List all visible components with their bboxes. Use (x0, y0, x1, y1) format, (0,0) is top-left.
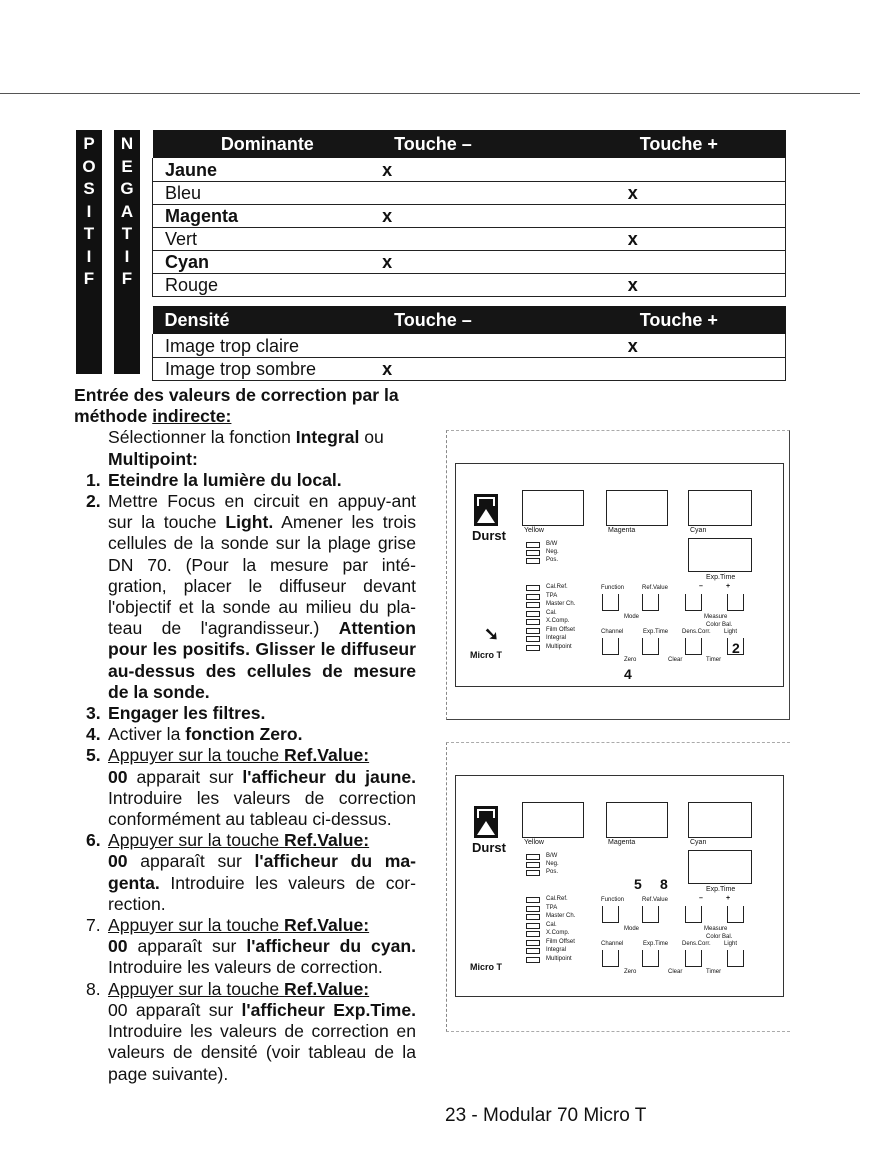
function-label: TPA (546, 592, 558, 599)
magenta-display (606, 802, 668, 838)
callout-5: 5 (634, 876, 642, 892)
step-2: 2. Mettre Focus en circuit en appuy-ant sur la touche Light. Amener les trois cellules de la sonde sur la plage grise DN 70. (Pour la mesure par inté-gration, placer le diffuseur devant l'objectif et la sonde au milieu du pla-teau de l'agrandisseur.) Attention pour les positifs. Glisser le diffuseur au-dessus des cellules de mesure de la sonde. (86, 491, 416, 702)
function-key[interactable] (602, 594, 619, 611)
arrow-icon: ➘ (484, 624, 500, 644)
table-row: Cyan x (153, 250, 786, 273)
zero-bracket-label: Zero (624, 657, 637, 663)
bar-letter: T (121, 224, 133, 243)
channel-key[interactable] (602, 950, 619, 967)
control-panel-2 (455, 775, 784, 997)
brand-label: Durst (472, 840, 506, 855)
plus-label: + (726, 895, 731, 902)
control-panel-1 (455, 463, 784, 687)
exptime-label: Exp.Time (706, 574, 736, 581)
denscorr-label: Dens.Corr. (682, 629, 711, 635)
function-label: TPA (546, 904, 558, 911)
refvalue-key[interactable] (642, 594, 659, 611)
mode-label: B/W (546, 541, 558, 547)
durst-logo-icon (474, 494, 498, 526)
minus-label: – (699, 895, 703, 902)
bar-letter: T (83, 224, 95, 243)
colorbal-label: Color Bal. (706, 934, 733, 940)
denscorr-label: Dens.Corr. (682, 941, 711, 947)
col-touche-minus: Touche – (382, 130, 628, 158)
denscorr-key[interactable] (685, 638, 702, 655)
function-indicator (526, 906, 540, 912)
function-indicator (526, 940, 540, 946)
yellow-label: Yellow (524, 839, 544, 846)
function-indicator (526, 645, 540, 651)
function-indicator (526, 602, 540, 608)
mode-indicator (526, 854, 540, 860)
mode-indicator (526, 542, 540, 548)
function-key-label: Function (601, 897, 625, 903)
step-7: 7. Appuyer sur la touche Ref.Value: 00 apparaît sur l'afficheur du cyan. Introduire les valeurs de correction. (86, 915, 417, 978)
function-indicator (526, 628, 540, 634)
exptime-display (688, 538, 752, 572)
mode-label: Neg. (546, 861, 559, 867)
plus-key[interactable] (727, 594, 744, 611)
bar-letter: E (121, 156, 133, 176)
page-footer: 23 - Modular 70 Micro T (445, 1105, 647, 1126)
cyan-display (688, 490, 752, 526)
dominante-table (152, 130, 786, 297)
positif-bar (76, 130, 102, 374)
measure-bracket-label: Measure (704, 926, 728, 932)
mode-label: Pos. (546, 557, 559, 563)
clear-bracket-label: Clear (668, 657, 683, 663)
brand-label: Durst (472, 528, 506, 543)
plus-key[interactable] (727, 906, 744, 923)
bar-letter: I (86, 246, 92, 266)
model-label: Micro T (470, 650, 503, 660)
function-indicator (526, 585, 540, 591)
function-label: Cal. (546, 609, 557, 616)
denscorr-key[interactable] (685, 950, 702, 967)
durst-logo-icon (474, 806, 498, 838)
exptime-key[interactable] (642, 950, 659, 967)
light-key[interactable] (727, 950, 744, 967)
exptime-key[interactable] (642, 638, 659, 655)
step-6: 6. Appuyer sur la touche Ref.Value: 00 apparaît sur l'afficheur du ma-genta. Introduire les valeurs de cor-rection. (86, 830, 417, 914)
top-rule (0, 93, 860, 94)
cyan-display (688, 802, 752, 838)
magenta-label: Magenta (608, 527, 636, 534)
mode-bracket-label: Mode (624, 614, 640, 620)
minus-label: – (699, 583, 703, 590)
table-row: Image trop sombre x (153, 357, 786, 380)
callout-4: 4 (624, 666, 632, 682)
table-row: Image trop claire x (153, 334, 786, 357)
callout-2: 2 (732, 640, 740, 656)
exptime-key-label: Exp.Time (643, 941, 669, 947)
exptime-label: Exp.Time (706, 886, 736, 893)
function-indicator (526, 948, 540, 954)
mode-label: B/W (546, 853, 558, 859)
col-touche-minus: Touche – (382, 306, 628, 334)
bar-letter: O (82, 156, 96, 176)
intro: Sélectionner la fonction Integral ou Multipoint: (108, 427, 384, 469)
function-indicator (526, 923, 540, 929)
yellow-display (522, 490, 584, 526)
table-row: Vert x (153, 227, 786, 250)
callout-8: 8 (660, 876, 668, 892)
bar-letter: G (120, 179, 134, 198)
measure-bracket-label: Measure (704, 614, 728, 620)
bar-letter: P (83, 134, 95, 153)
col-densite: Densité (153, 306, 383, 334)
refvalue-key[interactable] (642, 906, 659, 923)
timer-bracket-label: Timer (706, 657, 722, 663)
bar-letter: N (120, 134, 134, 153)
magenta-label: Magenta (608, 839, 636, 846)
clear-bracket-label: Clear (668, 969, 683, 975)
timer-bracket-label: Timer (706, 969, 722, 975)
exptime-key-label: Exp.Time (643, 629, 669, 635)
function-indicator (526, 594, 540, 600)
mode-indicator (526, 550, 540, 556)
function-label: Master Ch. (546, 601, 576, 607)
function-label: Multipoint (546, 643, 572, 650)
mode-indicator (526, 862, 540, 868)
function-key-label: Function (601, 585, 625, 591)
cyan-label: Cyan (690, 527, 707, 534)
table-row: Rouge x (153, 273, 786, 296)
refvalue-key-label: Ref.Value (642, 897, 668, 903)
step-5: 5. Appuyer sur la touche Ref.Value: 00 apparait sur l'afficheur du jaune. Introduire les valeurs de correction conformément au tableau ci-dessus. (86, 745, 416, 830)
magenta-display (606, 490, 668, 526)
bar-letter: I (124, 246, 130, 266)
function-label: Cal.Ref. (546, 896, 568, 902)
function-indicator (526, 636, 540, 642)
function-label: X.Comp. (546, 618, 570, 624)
function-label: Integral (546, 635, 567, 641)
function-indicator (526, 619, 540, 625)
function-indicator (526, 957, 540, 963)
light-label: Light (724, 941, 738, 947)
bar-letter: F (121, 269, 133, 288)
mode-indicator (526, 870, 540, 876)
plus-label: + (726, 583, 731, 590)
function-indicator (526, 914, 540, 920)
step-4: 4. Activer la fonction Zero. (86, 724, 303, 745)
col-touche-plus: Touche + (628, 130, 786, 158)
col-dominante: Dominante (153, 130, 383, 158)
bar-letter: S (83, 179, 95, 198)
cyan-label: Cyan (690, 839, 707, 846)
function-label: Integral (546, 947, 567, 953)
channel-key[interactable] (602, 638, 619, 655)
function-key[interactable] (602, 906, 619, 923)
yellow-display (522, 802, 584, 838)
function-label: Multipoint (546, 955, 572, 962)
function-label: Cal.Ref. (546, 584, 568, 590)
channel-label: Channel (601, 941, 624, 947)
step-8: 8. Appuyer sur la touche Ref.Value: 00 apparaît sur l'afficheur Exp.Time. Introduire les valeurs de correction en valeurs de densité (voir tableau de la page suivante). (86, 978, 416, 1084)
light-label: Light (724, 629, 738, 635)
function-indicator (526, 611, 540, 617)
function-indicator (526, 897, 540, 903)
mode-label: Pos. (546, 869, 559, 875)
function-label: Master Ch. (546, 913, 576, 919)
zero-bracket-label: Zero (624, 969, 637, 975)
colorbal-label: Color Bal. (706, 622, 733, 628)
mode-label: Neg. (546, 549, 559, 555)
table-row: Bleu x (153, 181, 786, 204)
function-label: X.Comp. (546, 930, 570, 936)
densite-table (152, 306, 786, 381)
section-heading: Entrée des valeurs de correction par la méthode indirecte: (74, 385, 399, 427)
negatif-bar (114, 130, 140, 374)
minus-key[interactable] (685, 594, 702, 611)
function-label: Cal. (546, 921, 557, 928)
minus-key[interactable] (685, 906, 702, 923)
yellow-label: Yellow (524, 527, 544, 534)
bar-letter: A (120, 201, 134, 221)
step-1: 1. Eteindre la lumière du local. (86, 469, 342, 490)
refvalue-key-label: Ref.Value (642, 585, 668, 591)
function-label: Film Offset (546, 938, 575, 945)
step-3: 3. Engager les filtres. (86, 703, 266, 724)
table-row: Jaune x (153, 158, 786, 181)
function-label: Film Offset (546, 626, 575, 633)
col-touche-plus: Touche + (628, 306, 786, 334)
table-row: Magenta x (153, 204, 786, 227)
exptime-display (688, 850, 752, 884)
bar-letter: F (83, 269, 95, 288)
instructions (74, 385, 416, 1085)
mode-indicator (526, 558, 540, 564)
channel-label: Channel (601, 629, 624, 635)
function-indicator (526, 931, 540, 937)
model-label: Micro T (470, 962, 503, 972)
mode-bracket-label: Mode (624, 926, 640, 932)
bar-letter: I (86, 201, 92, 221)
